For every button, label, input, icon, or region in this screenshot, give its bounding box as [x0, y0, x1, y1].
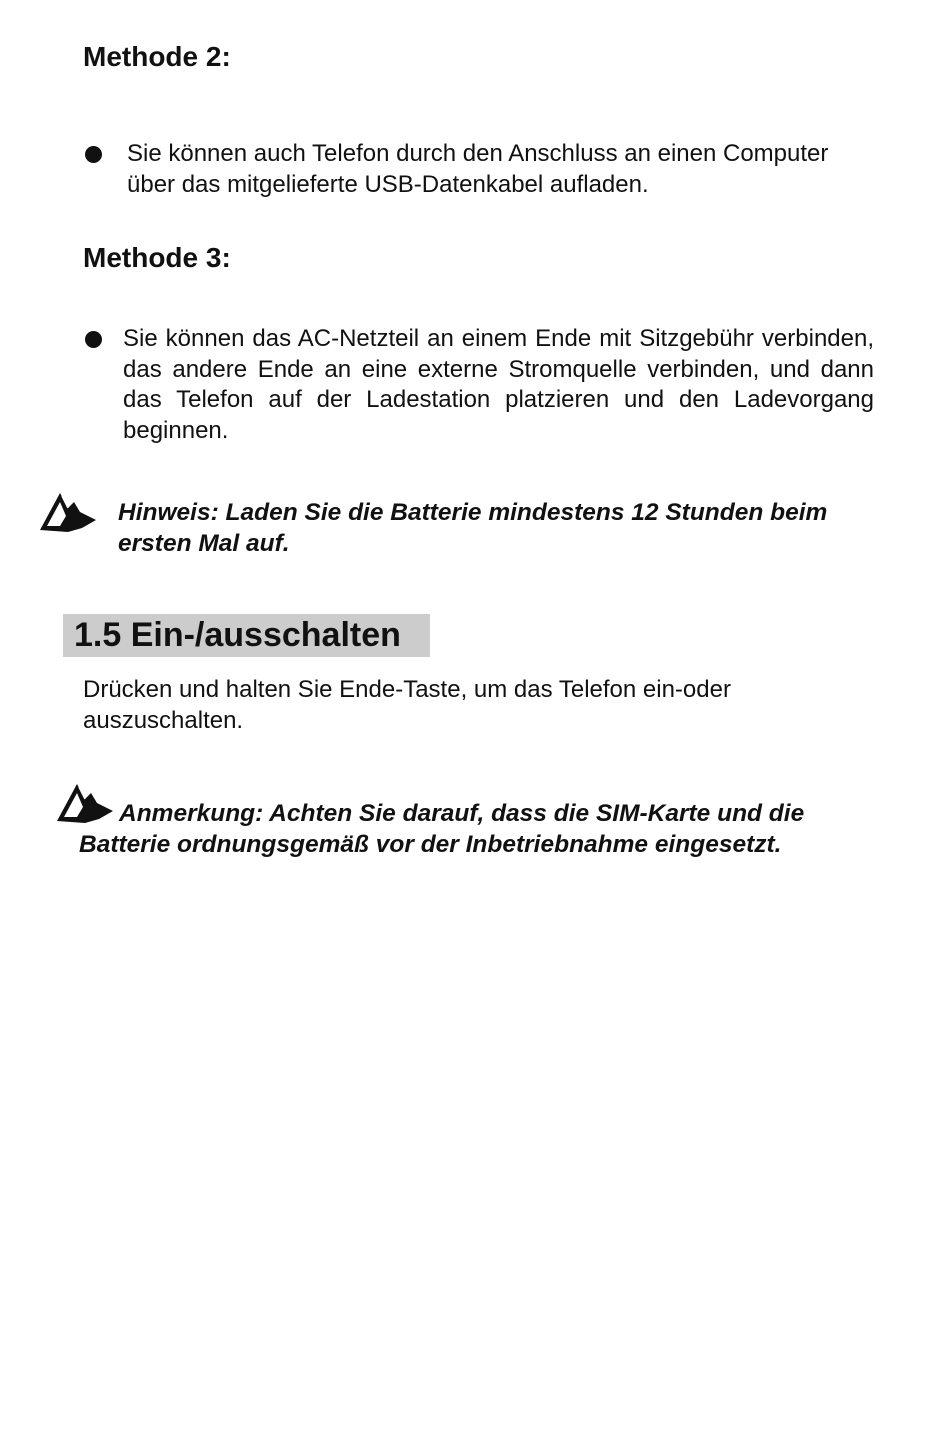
method-2-text: Sie können auch Telefon durch den Anschluss an einen Computer über das mitgelieferte USB-Datenkabel aufladen.	[127, 140, 829, 198]
bullet-icon	[85, 331, 102, 348]
remark-note-text: Anmerkung: Achten Sie darauf, dass die SIM-Karte und die Batterie ordnungsgemäß vor der Inbetriebnahme eingesetzt.	[79, 800, 805, 858]
section-heading: 1.5 Ein-/ausschalten	[74, 616, 401, 654]
method-2-heading: Methode 2:	[83, 41, 231, 72]
section-body-text: Drücken und halten Sie Ende-Taste, um das Telefon ein-oder auszuschalten.	[83, 676, 731, 734]
bullet-icon	[85, 146, 102, 163]
hand-pointing-icon	[38, 490, 98, 534]
method-3-text: Sie können das AC-Netzteil an einem Ende mit Sitzgebühr verbinden, das andere Ende an eine externe Stromquelle verbinden, und dann das Telefon auf der Ladestation platzieren und den Ladevorgang beginnen.	[123, 325, 874, 444]
method-3-heading: Methode 3:	[83, 242, 231, 273]
section-heading-highlight	[63, 614, 430, 657]
hint-note-text: Hinweis: Laden Sie die Batterie mindestens 12 Stunden beim ersten Mal auf.	[118, 499, 828, 557]
